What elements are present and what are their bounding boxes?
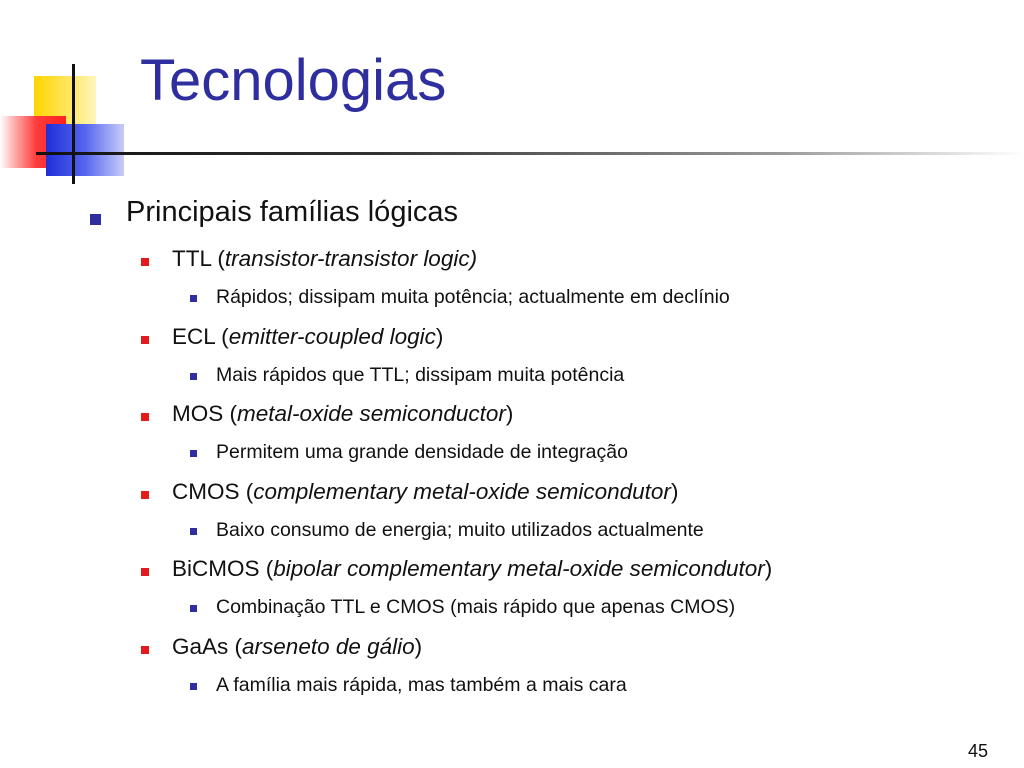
family-name: MOS ( bbox=[172, 401, 237, 426]
family-close: ) bbox=[505, 401, 514, 426]
bullet-square-icon bbox=[190, 528, 197, 535]
family-detail: Mais rápidos que TTL; dissipam muita potência bbox=[216, 364, 625, 386]
family-expansion: bipolar complementary metal-oxide semicondutor bbox=[273, 556, 765, 581]
family-name: CMOS ( bbox=[172, 479, 254, 504]
family-close: ) bbox=[435, 324, 444, 349]
family-detail: A família mais rápida, mas também a mais cara bbox=[216, 674, 627, 696]
bullet-square-icon bbox=[141, 491, 149, 499]
family-name: GaAs ( bbox=[172, 634, 243, 659]
family-name: ECL ( bbox=[172, 324, 229, 349]
family-item bbox=[172, 634, 422, 660]
logo-blue-square bbox=[46, 124, 124, 176]
family-expansion: transistor-transistor logic) bbox=[224, 246, 478, 271]
family-item bbox=[172, 324, 443, 350]
family-detail: Baixo consumo de energia; muito utilizados actualmente bbox=[216, 519, 704, 541]
slide-title: Tecnologias bbox=[140, 48, 447, 113]
title-underline bbox=[36, 152, 1024, 155]
family-close: ) bbox=[670, 479, 679, 504]
bullet-square-icon bbox=[190, 373, 197, 380]
bullet-square-icon bbox=[190, 450, 197, 457]
bullet-square-icon bbox=[141, 413, 149, 421]
family-expansion: emitter-coupled logic bbox=[228, 324, 436, 349]
family-close: ) bbox=[414, 634, 423, 659]
decorative-logo-icon bbox=[0, 60, 130, 190]
bullet-square-icon bbox=[141, 568, 149, 576]
family-item bbox=[172, 401, 513, 427]
family-expansion: arseneto de gálio bbox=[242, 634, 415, 659]
family-item bbox=[172, 479, 678, 505]
bullet-square-icon bbox=[141, 336, 149, 344]
bullet-square-icon bbox=[90, 214, 101, 225]
bullet-square-icon bbox=[190, 683, 197, 690]
family-expansion: complementary metal-oxide semicondutor bbox=[253, 479, 671, 504]
family-item bbox=[172, 246, 477, 272]
bullet-square-icon bbox=[190, 295, 197, 302]
page-number: 45 bbox=[967, 741, 988, 761]
bullet-square-icon bbox=[141, 646, 149, 654]
family-close: ) bbox=[764, 556, 773, 581]
family-detail: Permitem uma grande densidade de integração bbox=[216, 441, 628, 463]
main-bullet-text: Principais famílias lógicas bbox=[126, 196, 459, 228]
bullet-square-icon bbox=[141, 258, 149, 266]
family-item bbox=[172, 556, 772, 582]
family-detail: Combinação TTL e CMOS (mais rápido que apenas CMOS) bbox=[216, 596, 736, 618]
family-detail: Rápidos; dissipam muita potência; actualmente em declínio bbox=[216, 286, 730, 308]
family-name: TTL ( bbox=[172, 246, 225, 271]
family-expansion: metal-oxide semiconductor bbox=[237, 401, 506, 426]
family-name: BiCMOS ( bbox=[172, 556, 274, 581]
bullet-square-icon bbox=[190, 605, 197, 612]
logo-vertical-line bbox=[72, 64, 75, 184]
